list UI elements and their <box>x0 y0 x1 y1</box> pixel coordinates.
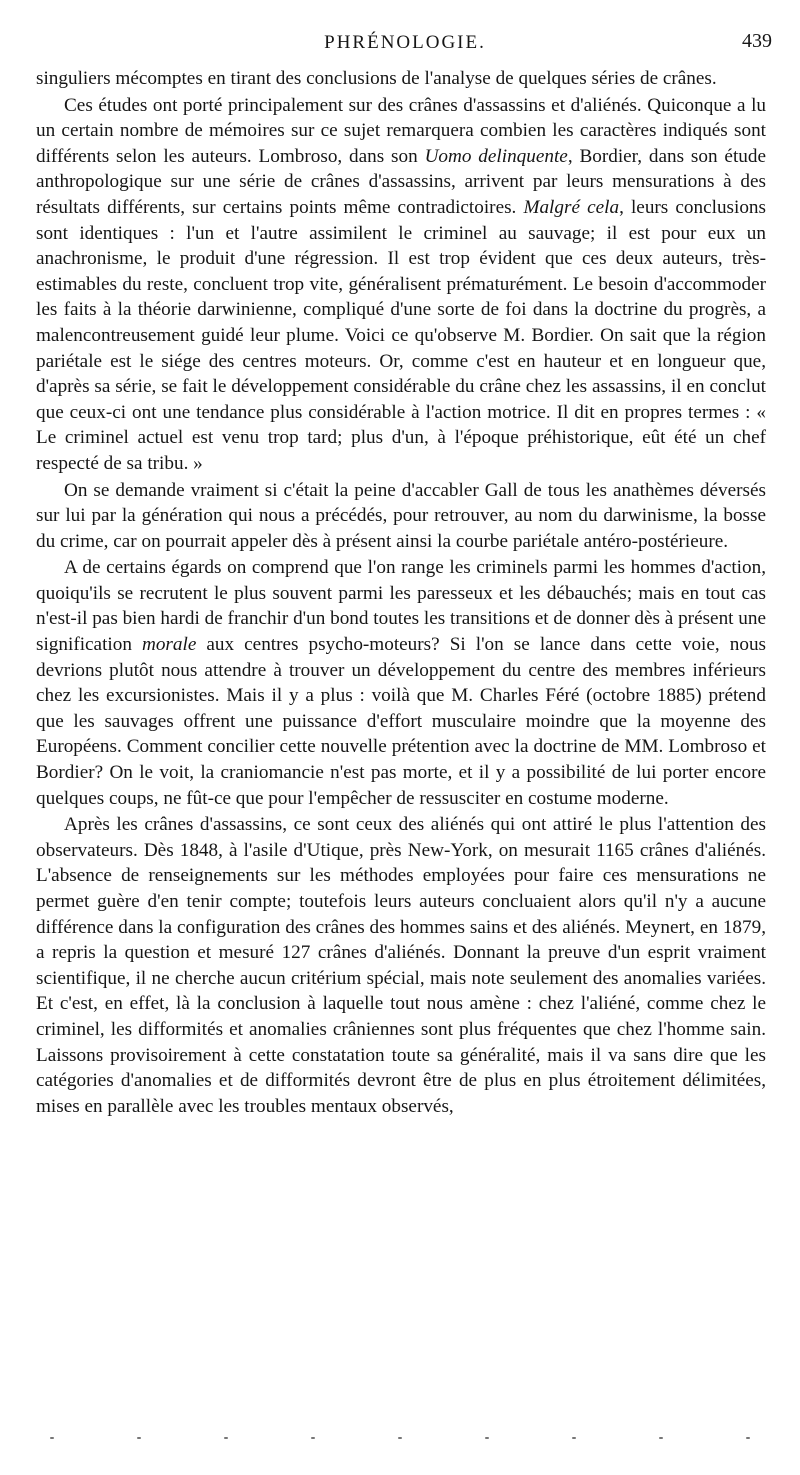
scan-speck <box>659 1437 663 1439</box>
scan-speck <box>572 1437 576 1439</box>
italic-text: Malgré cela <box>523 196 620 218</box>
running-title: PHRÉNOLOGIE. <box>324 32 486 53</box>
paragraph <box>36 66 766 92</box>
italic-text: Uomo delinquente <box>424 145 568 167</box>
scan-speck <box>485 1437 489 1439</box>
scan-speck <box>50 1437 54 1439</box>
text-run: , leurs conclusions sont identiques : l'un et l'autre assimilent le criminel au sauvage; il est pour eux un anachronisme, le produit d'une régression. Il est trop évident que ces deux auteurs, très-estimables du reste, concluent trop vite, généralisent prématurément. Le besoin d'accommoder les faits à la théorie darwinienne, compliqué d'une sorte de foi dans la doctrine du progrès, a malencontreusement guidé leur plume. Voici ce qu'observe M. Bordier. On sait que la région pariétale est le siége des centres moteurs. Or, comme c'est en hauteur et en longueur que, d'après sa série, se fait le développement considérable du crâne chez les assassins, il en conclut que ceux-ci ont une tendance plus considérable à l'action motrice. Il dit en propres termes : « Le criminel actuel est venu trop tard; plus d'un, à l'époque préhistorique, eût été un chef respecté de sa tribu. » <box>36 196 766 474</box>
text-run: A de certains égards on comprend que l'on range les criminels parmi les hommes d'action, quoiqu'ils se recrutent le plus souvent parmi les paresseux et les débauchés; mais en tout cas n'est-il pas bien hardi de franchir d'un bond toutes les transitions et de donner dès à présent une signification <box>36 557 766 656</box>
text-run: singuliers mécomptes en tirant des conclusions de l'analyse de quelques séries de crânes. <box>36 68 717 89</box>
running-head <box>30 30 780 58</box>
text-run: On se demande vraiment si c'était la peine d'accabler Gall de tous les anathèmes déversés sur lui par la génération qui nous a précédés, pour retrouver, au nom du darwinisme, la bosse du crime, car on pourrait appeler dès à présent ainsi la courbe pariétale antéro-postérieure. <box>36 479 766 552</box>
text-run: Ces études ont porté principalement sur des crânes d'assassins et d'aliénés. Quiconque a lu un certain nombre de mémoires sur ce sujet remarquera combien les caractères indiqués sont différents selon les auteurs. Lombroso, dans son <box>36 94 766 167</box>
paragraph <box>36 93 766 477</box>
body-text <box>36 66 766 1119</box>
paragraph <box>36 555 766 811</box>
scan-speck <box>137 1437 141 1439</box>
scan-speck <box>398 1437 402 1439</box>
paragraph <box>36 478 766 555</box>
page-bottom-specks <box>50 1437 750 1443</box>
scan-speck <box>746 1437 750 1439</box>
scan-speck <box>224 1437 228 1439</box>
text-run: , Bordier, dans son étude anthropologique sur une série de crânes d'assassins, arrivent par leurs mensurations à des résultats différents, sur certains points même contradictoires. <box>36 145 766 218</box>
text-run: Après les crânes d'assassins, ce sont ceux des aliénés qui ont attiré le plus l'attention des observateurs. Dès 1848, à l'asile d'Utique, près New-York, on mesurait 1165 crânes d'aliénés. L'absence de renseignements sur les méthodes employées pour faire ces mensurations ne permet guère d'en tenir compte; toutefois leurs auteurs concluaient alors qu'il n'y a aucune différence dans la configuration des crânes des hommes sains et des aliénés. Meynert, en 1879, a repris la question et mesuré 127 crânes d'aliénés. Donnant la preuve d'un esprit vraiment scientifique, il ne cherche aucun critérium spécial, mais note seulement des anomalies variées. Et c'est, en effet, là la conclusion à laquelle tout nous amène : chez l'aliéné, comme chez le criminel, les difformités et anomalies crâniennes sont plus fréquentes que chez l'homme sain. Laissons provisoirement à cette constatation toute sa généralité, mais il va sans dire que les catégories d'anomalies et de difformités devront être de plus en plus étroitement délimitées, mises en parallèle avec les troubles mentaux observés, <box>36 814 766 1117</box>
italic-text: morale <box>141 634 197 656</box>
paragraph <box>36 812 766 1119</box>
page-number: 439 <box>742 30 772 52</box>
text-run: aux centres psycho-moteurs? Si l'on se lance dans cette voie, nous devrions plutôt nous attendre à trouver un développement du centre des membres inférieurs chez les excursionistes. Mais il y a plus : voilà que M. Charles Féré (octobre 1885) prétend que les sauvages offrent une puissance d'effort musculaire moindre que la moyenne des Européens. Comment concilier cette nouvelle prétention avec la doctrine de MM. Lombroso et Bordier? On le voit, la craniomancie n'est pas morte, et il y a possibilité de lui porter encore quelques coups, ne fût-ce que pour l'empêcher de ressusciter en costume moderne. <box>36 634 766 809</box>
scan-speck <box>311 1437 315 1439</box>
